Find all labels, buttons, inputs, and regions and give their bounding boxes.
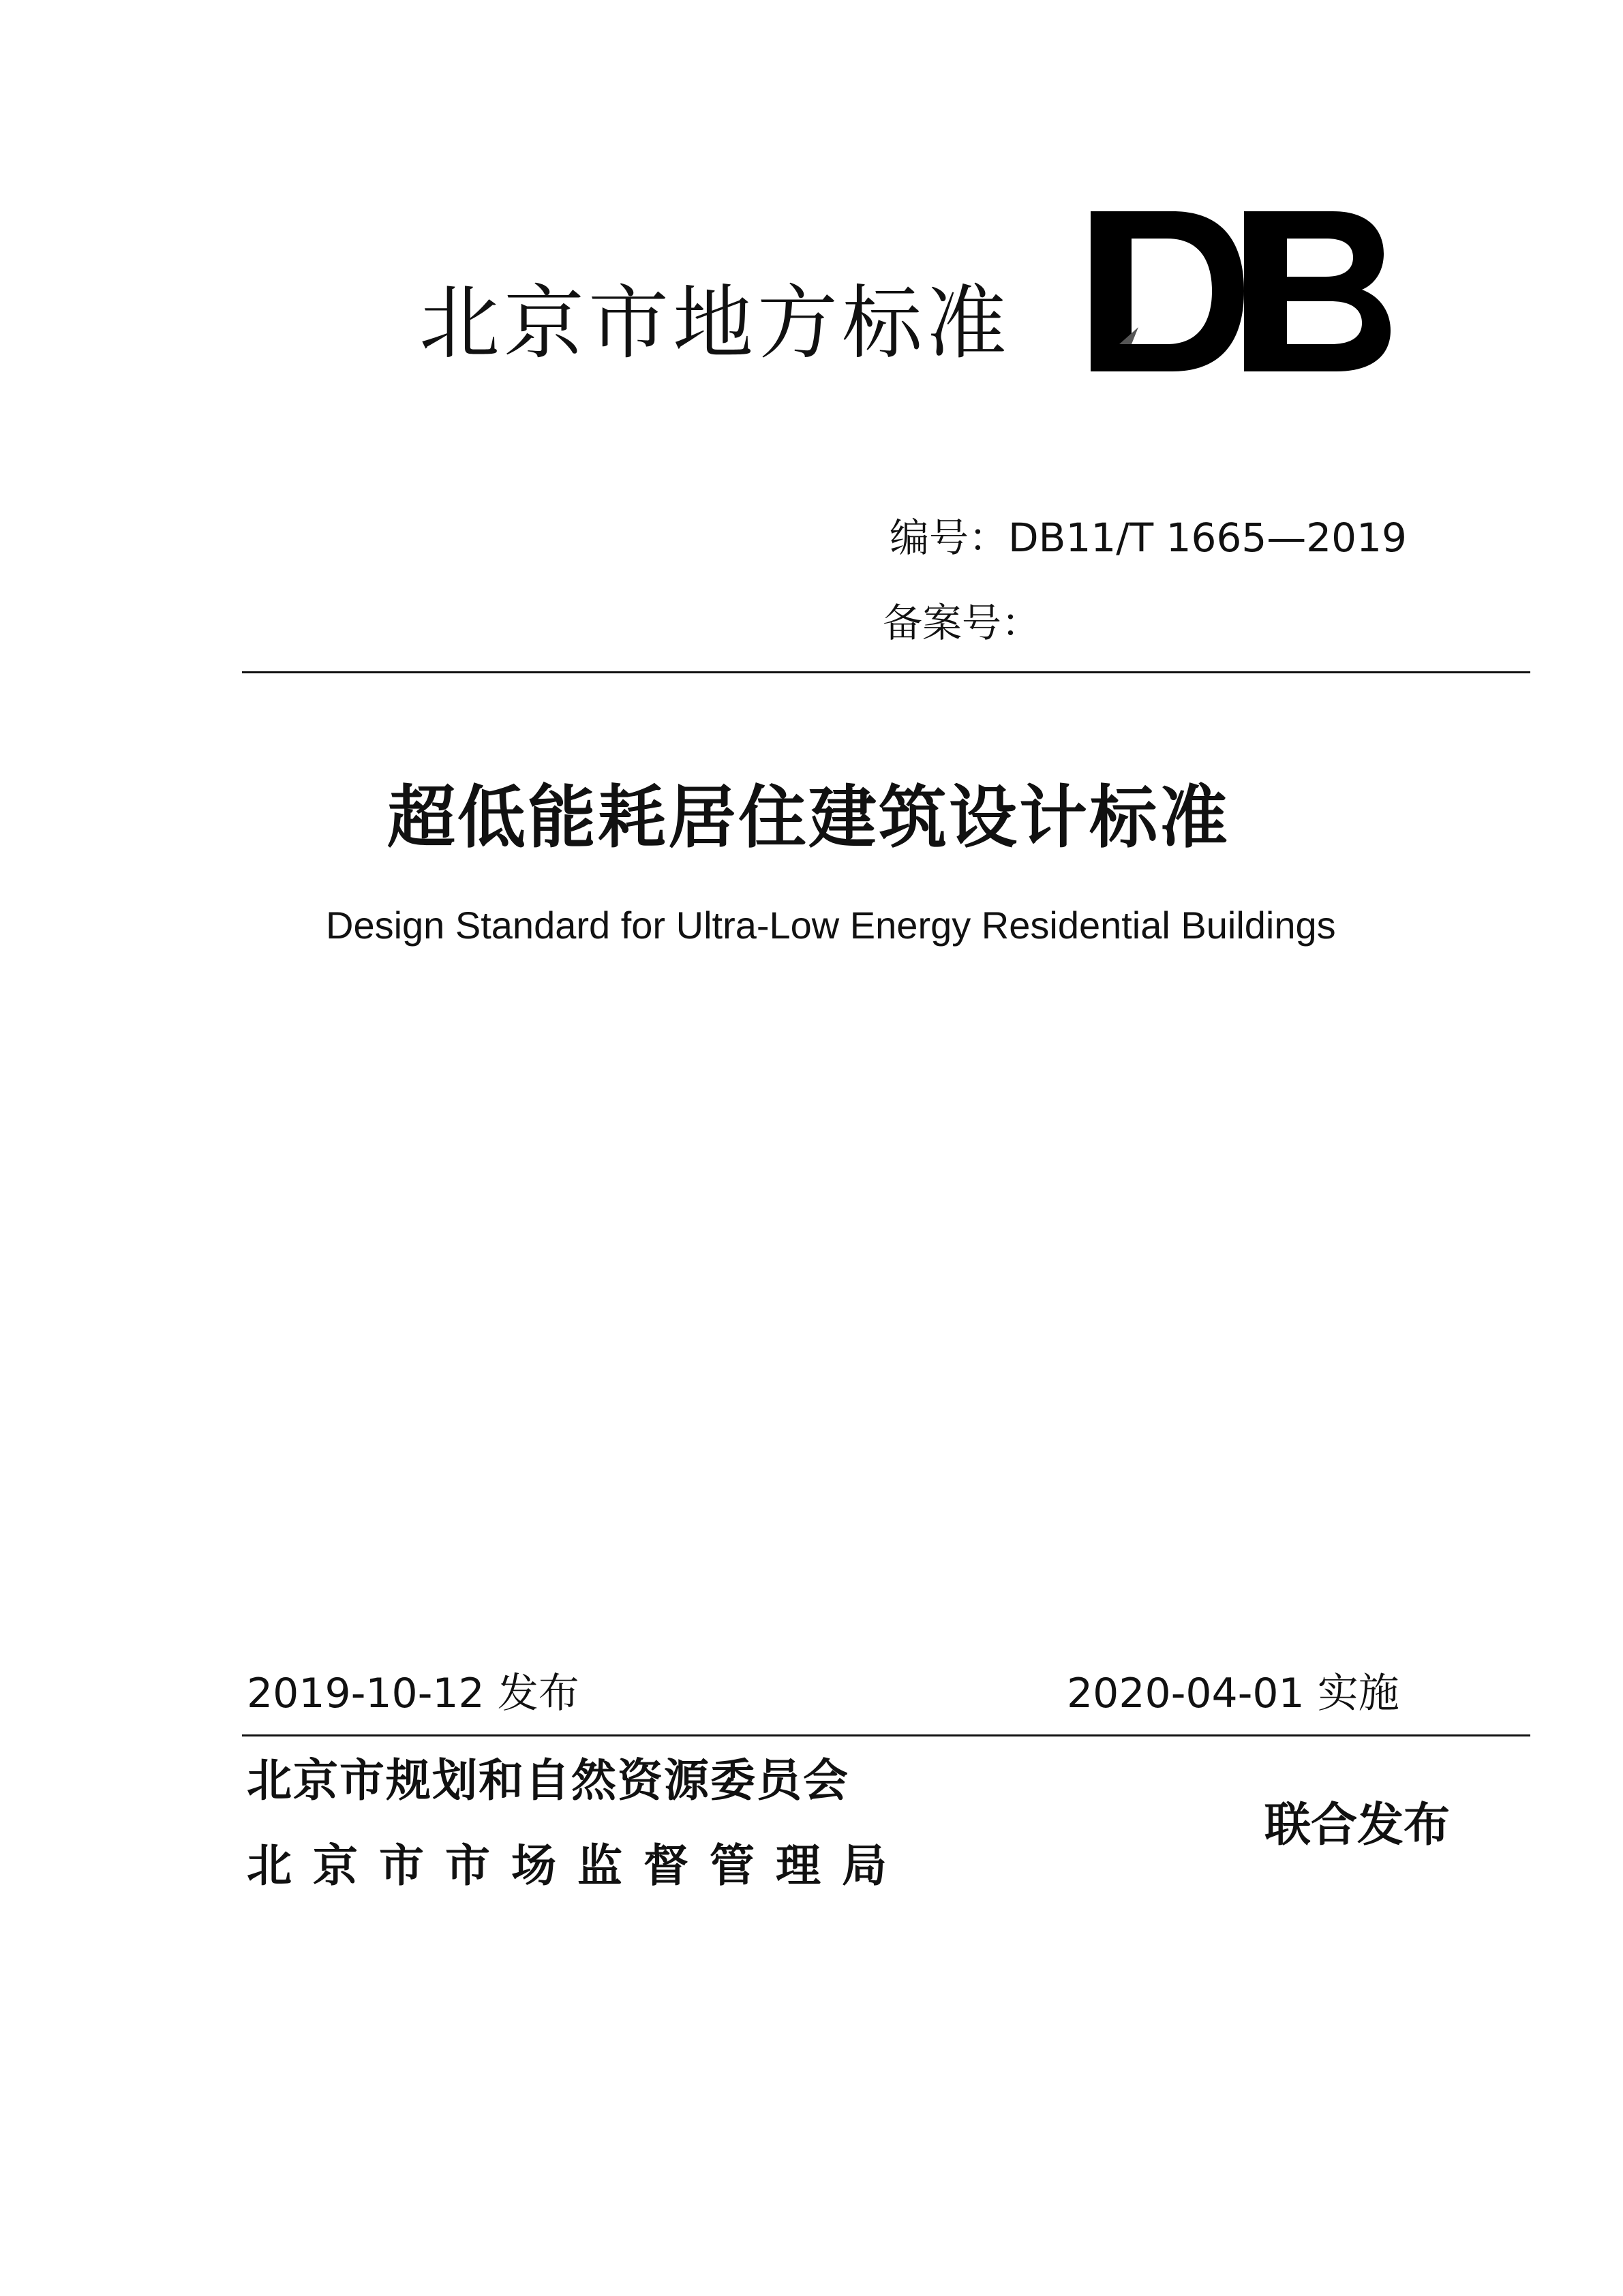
- standard-number: 编号：DB11/T 1665—2019: [890, 515, 1407, 561]
- bottom-divider: [242, 1734, 1530, 1736]
- top-divider: [242, 671, 1530, 673]
- standard-type-heading: 北京市地方标准: [419, 276, 1012, 370]
- implement-date: 2020-04-01 实施: [1067, 1670, 1399, 1717]
- publish-date: 2019-10-12 发布: [247, 1670, 579, 1717]
- record-number: 备案号：: [883, 600, 1042, 646]
- document-title: 超低能耗居住建筑设计标准: [387, 778, 1230, 857]
- document-title-english: Design Standard for Ultra-Low Energy Residential Buildings: [326, 904, 1336, 947]
- issuer-market-regulation: 北京市市场监督管理局: [247, 1839, 908, 1892]
- issuer-planning-commission: 北京市规划和自然资源委员会: [247, 1754, 849, 1807]
- joint-release-label: 联合发布: [1264, 1798, 1451, 1852]
- db-logo: [1091, 211, 1391, 371]
